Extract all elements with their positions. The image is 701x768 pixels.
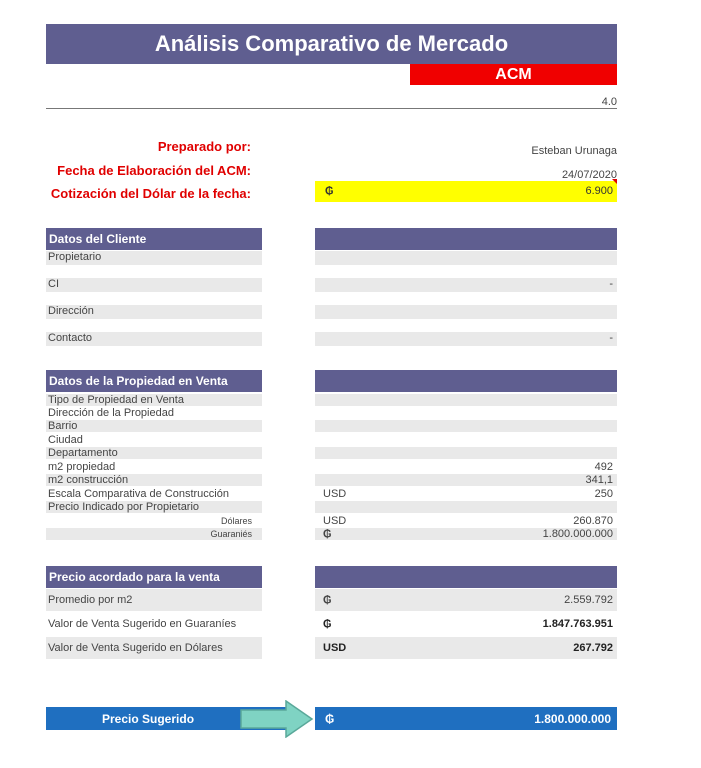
client-section-header: Datos del Cliente	[46, 228, 262, 250]
date-label: Fecha de Elaboración del ACM:	[57, 163, 251, 178]
suggested-price-value: 1.800.000.000	[534, 712, 611, 726]
client-row-ci: CI	[46, 278, 262, 292]
client-contact-text: -	[609, 332, 613, 344]
acm-badge: ACM	[410, 64, 617, 85]
date-value[interactable]: 24/07/2020	[561, 169, 617, 181]
dollar-rate-label: Cotización del Dólar de la fecha:	[50, 186, 251, 201]
property-row-m2: m2 propiedad	[48, 461, 116, 473]
property-guaranies-currency: ₲	[323, 528, 332, 540]
property-m2-construction-value[interactable]	[315, 474, 617, 486]
prepared-by-label: Preparado por:	[157, 139, 251, 154]
agreed-row-dollars: Valor de Venta Sugerido en Dólares	[46, 637, 262, 659]
dollar-rate-value: 6.900	[585, 185, 613, 197]
property-row-guaranies: Guaraniés	[46, 528, 262, 540]
property-city-value[interactable]	[315, 434, 617, 446]
agreed-price-section-header-right	[315, 566, 617, 588]
prepared-by-value[interactable]: Esteban Urunaga	[531, 145, 617, 157]
agreed-dollars-value[interactable]	[315, 637, 617, 659]
version-number: 4.0	[601, 96, 617, 108]
property-row-type: Tipo de Propiedad en Venta	[46, 394, 262, 406]
agreed-dollars-currency: USD	[323, 642, 347, 654]
property-section-header: Datos de la Propiedad en Venta	[46, 370, 262, 392]
client-owner-value[interactable]	[315, 251, 617, 265]
client-row-owner: Propietario	[46, 251, 262, 265]
client-ci-text: -	[609, 278, 613, 290]
property-section-header-right	[315, 370, 617, 392]
client-contact-value[interactable]	[315, 332, 617, 346]
property-row-city: Ciudad	[48, 434, 83, 446]
client-address-value[interactable]	[315, 305, 617, 319]
comment-indicator	[612, 179, 617, 184]
property-guaranies-value[interactable]	[315, 528, 617, 540]
agreed-price-section-header: Precio acordado para la venta	[46, 566, 262, 588]
client-row-contact: Contacto	[46, 332, 262, 346]
property-address-value[interactable]	[315, 407, 617, 419]
agreed-guaranies-currency: ₲	[323, 618, 332, 630]
property-dollars-value[interactable]	[315, 515, 617, 527]
property-row-dollars: Dólares	[220, 516, 252, 526]
property-scale-currency: USD	[323, 488, 347, 500]
property-neighborhood-value[interactable]	[315, 420, 617, 432]
property-department-value[interactable]	[315, 447, 617, 459]
property-dollars-currency: USD	[323, 515, 347, 527]
property-scale-text: 250	[594, 488, 613, 500]
agreed-row-guaranies: Valor de Venta Sugerido en Guaraníes	[48, 618, 237, 630]
suggested-currency: ₲	[325, 712, 335, 726]
agreed-dollars-text: 267.792	[573, 642, 613, 654]
agreed-average-value[interactable]	[315, 589, 617, 611]
property-row-scale: Escala Comparativa de Construcción	[48, 488, 229, 500]
property-scale-value[interactable]	[315, 488, 617, 500]
arrow-right-icon	[240, 700, 314, 738]
property-m2-construction-text: 341,1	[585, 474, 613, 486]
agreed-row-average: Promedio por m2	[46, 589, 262, 611]
property-row-owner-price: Precio Indicado por Propietario	[46, 501, 262, 513]
document-title: Análisis Comparativo de Mercado	[46, 24, 617, 64]
currency-symbol: ₲	[325, 185, 334, 197]
property-row-neighborhood: Barrio	[46, 420, 262, 432]
property-guaranies-text: 1.800.000.000	[542, 528, 613, 540]
property-row-department: Departamento	[46, 447, 262, 459]
property-m2-value[interactable]	[315, 461, 617, 473]
suggested-price-cell[interactable]	[315, 707, 617, 730]
client-ci-value[interactable]	[315, 278, 617, 292]
agreed-average-text: 2.559.792	[564, 594, 613, 606]
property-dollars-text: 260.870	[573, 515, 613, 527]
suggested-price-label: Precio Sugerido	[46, 707, 296, 730]
property-row-address: Dirección de la Propiedad	[48, 407, 174, 419]
property-type-value[interactable]	[315, 394, 617, 406]
client-row-address: Dirección	[46, 305, 262, 319]
agreed-average-currency: ₲	[323, 594, 332, 606]
property-m2-text: 492	[594, 461, 613, 473]
dollar-rate-cell[interactable]	[315, 181, 617, 202]
agreed-guaranies-text: 1.847.763.951	[542, 618, 613, 630]
agreed-guaranies-value[interactable]	[315, 613, 617, 635]
property-owner-price-value[interactable]	[315, 501, 617, 513]
property-row-m2-construction: m2 construcción	[46, 474, 262, 486]
client-section-header-right	[315, 228, 617, 250]
header-divider	[46, 108, 617, 109]
